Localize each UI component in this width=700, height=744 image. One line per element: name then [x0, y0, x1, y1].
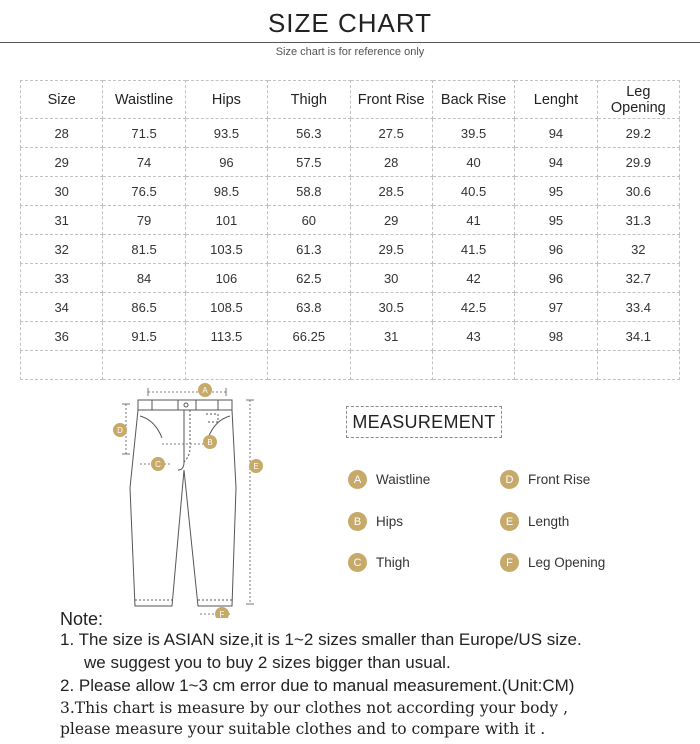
marker-f-label: F — [219, 610, 225, 618]
table-cell: 86.5 — [103, 293, 185, 322]
legend-label: Waistline — [376, 472, 431, 487]
column-header: Leg Opening — [597, 81, 679, 119]
table-row — [21, 264, 680, 293]
legend-label: Thigh — [376, 555, 410, 570]
legend-item-thigh — [348, 553, 410, 572]
table-cell: 60 — [268, 206, 350, 235]
table-cell: 31 — [350, 322, 432, 351]
column-header: Thigh — [268, 81, 350, 119]
table-cell: 101 — [185, 206, 267, 235]
marker-d — [113, 423, 127, 437]
table-row — [21, 177, 680, 206]
table-row — [21, 235, 680, 264]
table-cell: 98 — [515, 322, 597, 351]
table-cell: 94 — [515, 119, 597, 148]
table-cell: 29.2 — [597, 119, 679, 148]
table-cell: 113.5 — [185, 322, 267, 351]
table-cell: 29 — [350, 206, 432, 235]
legend-item-waistline — [348, 470, 430, 489]
marker-e-label: E — [253, 462, 259, 471]
table-cell: 76.5 — [103, 177, 185, 206]
legend-item-length — [500, 512, 569, 531]
table-cell: 96 — [515, 264, 597, 293]
table-cell: 40 — [432, 148, 514, 177]
table-cell: 31.3 — [597, 206, 679, 235]
legend-label: Leg Opening — [528, 555, 606, 570]
page-subtitle: Size chart is for reference only — [275, 46, 425, 58]
table-cell: 61.3 — [268, 235, 350, 264]
column-header: Waistline — [103, 81, 185, 119]
table-cell: 96 — [515, 235, 597, 264]
table-cell: 30 — [21, 177, 103, 206]
legend-badge: C — [348, 553, 367, 572]
table-cell: 28 — [350, 148, 432, 177]
table-row — [21, 351, 680, 380]
marker-c-label: C — [155, 460, 161, 469]
table-cell: 94 — [515, 148, 597, 177]
note-title: Note: — [60, 609, 104, 629]
measurement-title: MEASUREMENT — [346, 406, 502, 438]
marker-f — [215, 607, 229, 618]
table-cell — [103, 351, 185, 380]
legend-badge: F — [500, 553, 519, 572]
table-cell: 41.5 — [432, 235, 514, 264]
column-header: Front Rise — [350, 81, 432, 119]
table-cell: 42 — [432, 264, 514, 293]
legend-badge: A — [348, 470, 367, 489]
table-cell — [21, 351, 103, 380]
marker-a-label: A — [202, 386, 208, 395]
legend-item-leg-opening — [500, 553, 605, 572]
table-cell: 57.5 — [268, 148, 350, 177]
table-cell: 98.5 — [185, 177, 267, 206]
table-row — [21, 322, 680, 351]
table-cell: 28 — [21, 119, 103, 148]
size-table — [20, 80, 680, 380]
legend-badge: B — [348, 512, 367, 531]
marker-b-label: B — [207, 438, 213, 447]
table-cell: 42.5 — [432, 293, 514, 322]
column-header: Lenght — [515, 81, 597, 119]
legend-badge: E — [500, 512, 519, 531]
table-cell: 30 — [350, 264, 432, 293]
table-cell: 29.9 — [597, 148, 679, 177]
table-cell: 96 — [185, 148, 267, 177]
legend-label: Length — [528, 514, 570, 529]
page-title: SIZE CHART — [267, 8, 433, 38]
table-cell: 32.7 — [597, 264, 679, 293]
table-cell: 95 — [515, 206, 597, 235]
table-cell: 41 — [432, 206, 514, 235]
table-cell — [597, 351, 679, 380]
table-row — [21, 148, 680, 177]
table-cell: 95 — [515, 177, 597, 206]
table-cell: 58.8 — [268, 177, 350, 206]
table-cell: 32 — [21, 235, 103, 264]
table-cell: 43 — [432, 322, 514, 351]
table-cell — [185, 351, 267, 380]
table-cell: 91.5 — [103, 322, 185, 351]
table-cell: 81.5 — [103, 235, 185, 264]
table-cell: 28.5 — [350, 177, 432, 206]
table-cell — [515, 351, 597, 380]
table-cell: 29 — [21, 148, 103, 177]
table-cell: 36 — [21, 322, 103, 351]
marker-b — [203, 435, 217, 449]
legend-item-front-rise — [500, 470, 590, 489]
marker-c — [151, 457, 165, 471]
table-cell: 63.8 — [268, 293, 350, 322]
pants-icon — [100, 378, 280, 618]
table-cell: 31 — [21, 206, 103, 235]
table-row — [21, 206, 680, 235]
legend-label: Hips — [376, 514, 404, 529]
table-cell: 30.5 — [350, 293, 432, 322]
table-cell: 27.5 — [350, 119, 432, 148]
table-row — [21, 293, 680, 322]
marker-d-label: D — [117, 426, 123, 435]
table-cell: 71.5 — [103, 119, 185, 148]
table-cell: 74 — [103, 148, 185, 177]
pants-diagram — [100, 378, 280, 618]
table-row — [21, 119, 680, 148]
table-cell: 34.1 — [597, 322, 679, 351]
note-line-2: we suggest you to buy 2 sizes bigger than usual. — [84, 653, 451, 672]
table-cell: 62.5 — [268, 264, 350, 293]
note-line-4: 3.This chart is measure by our clothes not according your body , — [60, 699, 569, 717]
table-cell: 39.5 — [432, 119, 514, 148]
column-header: Hips — [185, 81, 267, 119]
note-line-5: please measure your suitable clothes and to compare with it . — [60, 720, 546, 738]
table-cell — [432, 351, 514, 380]
table-cell: 66.25 — [268, 322, 350, 351]
table-body — [21, 119, 680, 380]
note-line-3: 2. Please allow 1~3 cm error due to manual measurement.(Unit:CM) — [60, 676, 575, 695]
table-cell — [268, 351, 350, 380]
table-cell: 97 — [515, 293, 597, 322]
table-cell: 108.5 — [185, 293, 267, 322]
table-cell: 40.5 — [432, 177, 514, 206]
title-divider — [0, 42, 700, 43]
table-cell: 33.4 — [597, 293, 679, 322]
table-cell: 106 — [185, 264, 267, 293]
marker-a — [198, 383, 212, 397]
table-cell: 29.5 — [350, 235, 432, 264]
table-cell: 30.6 — [597, 177, 679, 206]
table-cell: 33 — [21, 264, 103, 293]
table-header-row — [21, 81, 680, 119]
table-cell: 56.3 — [268, 119, 350, 148]
marker-e — [249, 459, 263, 473]
table-cell — [350, 351, 432, 380]
table-cell: 34 — [21, 293, 103, 322]
legend-label: Front Rise — [528, 472, 591, 487]
table-cell: 103.5 — [185, 235, 267, 264]
note-line-1: 1. The size is ASIAN size,it is 1~2 sizes smaller than Europe/US size. — [60, 630, 582, 649]
table-cell: 79 — [103, 206, 185, 235]
column-header: Back Rise — [432, 81, 514, 119]
legend-badge: D — [500, 470, 519, 489]
table-cell: 93.5 — [185, 119, 267, 148]
column-header: Size — [21, 81, 103, 119]
legend-item-hips — [348, 512, 403, 531]
table-cell: 84 — [103, 264, 185, 293]
table-cell: 32 — [597, 235, 679, 264]
